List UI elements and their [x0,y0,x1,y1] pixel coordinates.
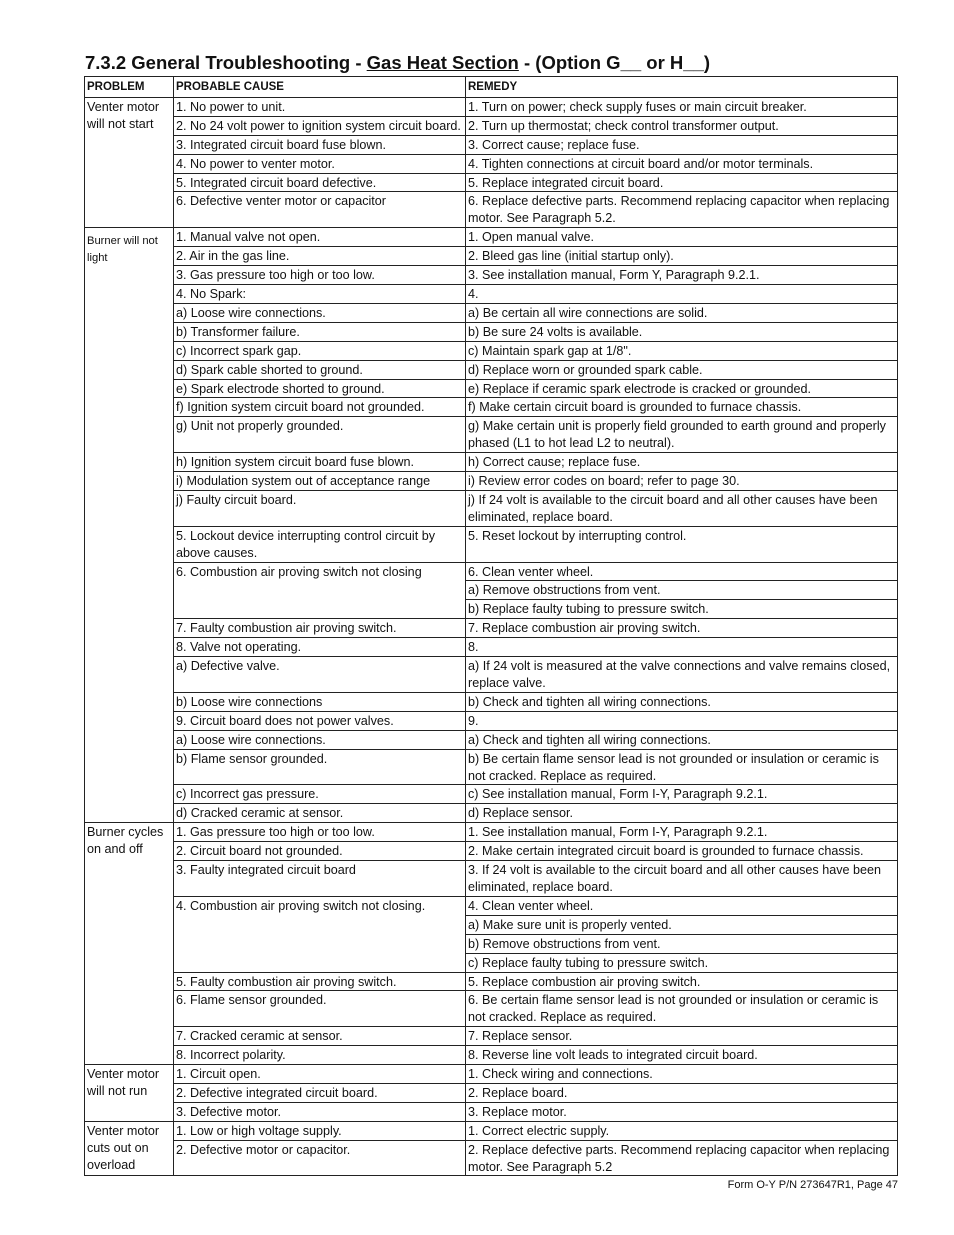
problem-cell: Burner will not light [85,228,174,823]
table-row [85,154,898,173]
header-probable-cause: PROBABLE CAUSE [174,77,466,98]
remedy-cell: 1. Open manual valve. [466,228,898,247]
table-row [85,247,898,266]
table-row [85,657,898,693]
table-row [85,97,898,116]
table-row [85,562,898,581]
title-underlined: Gas Heat Section [366,52,519,73]
cause-cell: 6. Combustion air proving switch not closing [174,562,466,619]
cause-cell: 8. Valve not operating. [174,638,466,657]
title-suffix: - (Option G__ or H__) [518,52,711,73]
cause-cell: 3. Faulty integrated circuit board [174,861,466,897]
cause-cell: b) Flame sensor grounded. [174,749,466,785]
cause-cell: 1. Gas pressure too high or too low. [174,823,466,842]
table-row [85,1065,898,1084]
cause-cell: 3. Integrated circuit board fuse blown. [174,135,466,154]
remedy-cell: b) Be certain flame sensor lead is not grounded or insulation or ceramic is not cracked. Replace as required. [466,749,898,785]
cause-cell: 2. No 24 volt power to ignition system circuit board. [174,116,466,135]
cause-cell: 3. Gas pressure too high or too low. [174,266,466,285]
remedy-cell: a) Remove obstructions from vent. [466,581,898,600]
cause-cell: f) Ignition system circuit board not grounded. [174,398,466,417]
cause-cell: a) Loose wire connections. [174,730,466,749]
table-row [85,266,898,285]
table-row [85,173,898,192]
remedy-cell: 4. Clean venter wheel. [466,896,898,915]
cause-cell: 5. Lockout device interrupting control circuit by above causes. [174,526,466,562]
table-row [85,1140,898,1176]
table-row [85,991,898,1027]
table-row [85,341,898,360]
table-row [85,303,898,322]
remedy-cell: 2. Bleed gas line (initial startup only). [466,247,898,266]
remedy-cell: 9. [466,711,898,730]
table-row [85,417,898,453]
remedy-cell: 8. Reverse line volt leads to integrated circuit board. [466,1046,898,1065]
table-row [85,730,898,749]
cause-cell: b) Transformer failure. [174,322,466,341]
remedy-cell: b) Replace faulty tubing to pressure switch. [466,600,898,619]
cause-cell: 4. No Spark: [174,284,466,303]
table-row [85,453,898,472]
section-title [85,52,710,74]
cause-cell: 8. Incorrect polarity. [174,1046,466,1065]
cause-cell: 1. Manual valve not open. [174,228,466,247]
remedy-cell: d) Replace sensor. [466,804,898,823]
remedy-cell: g) Make certain unit is properly field grounded to earth ground and properly phased (L1 to hot lead L2 to neutral). [466,417,898,453]
table-row [85,896,898,915]
remedy-cell: b) Be sure 24 volts is available. [466,322,898,341]
page-footer: Form O-Y P/N 273647R1, Page 47 [727,1179,898,1191]
header-problem: PROBLEM [85,77,174,98]
cause-cell: 1. No power to unit. [174,97,466,116]
troubleshooting-table [84,76,898,1176]
remedy-cell: 1. Turn on power; check supply fuses or main circuit breaker. [466,97,898,116]
table-row [85,526,898,562]
table-row [85,1083,898,1102]
remedy-cell: 2. Replace board. [466,1083,898,1102]
table-row [85,619,898,638]
table-row [85,322,898,341]
remedy-cell: 1. Correct electric supply. [466,1121,898,1140]
remedy-cell: d) Replace worn or grounded spark cable. [466,360,898,379]
remedy-cell: 4. Tighten connections at circuit board and/or motor terminals. [466,154,898,173]
table-row [85,861,898,897]
table-row [85,228,898,247]
remedy-cell: 7. Replace sensor. [466,1027,898,1046]
table-row [85,472,898,491]
remedy-cell: 8. [466,638,898,657]
table-row [85,1121,898,1140]
table-row [85,711,898,730]
table-row [85,823,898,842]
cause-cell: 2. Defective integrated circuit board. [174,1083,466,1102]
table-row [85,490,898,526]
cause-cell: i) Modulation system out of acceptance range [174,472,466,491]
table-row [85,785,898,804]
remedy-cell: 3. Correct cause; replace fuse. [466,135,898,154]
cause-cell: 4. Combustion air proving switch not closing. [174,896,466,972]
remedy-cell: c) Replace faulty tubing to pressure switch. [466,953,898,972]
cause-cell: 2. Air in the gas line. [174,247,466,266]
table-row [85,135,898,154]
table-row [85,1046,898,1065]
remedy-cell: 4. [466,284,898,303]
cause-cell: 7. Cracked ceramic at sensor. [174,1027,466,1046]
cause-cell: 7. Faulty combustion air proving switch. [174,619,466,638]
remedy-cell: a) Check and tighten all wiring connections. [466,730,898,749]
table-row [85,284,898,303]
table-row [85,692,898,711]
table-row [85,398,898,417]
remedy-cell: i) Review error codes on board; refer to page 30. [466,472,898,491]
header-remedy: REMEDY [466,77,898,98]
table-row [85,638,898,657]
table-row [85,1102,898,1121]
remedy-cell: 6. Replace defective parts. Recommend replacing capacitor when replacing motor. See Paragraph 5.2. [466,192,898,228]
cause-cell: h) Ignition system circuit board fuse blown. [174,453,466,472]
cause-cell: 1. Circuit open. [174,1065,466,1084]
remedy-cell: c) Maintain spark gap at 1/8". [466,341,898,360]
remedy-cell: 6. Clean venter wheel. [466,562,898,581]
table-row [85,1027,898,1046]
cause-cell: 5. Integrated circuit board defective. [174,173,466,192]
remedy-cell: 1. See installation manual, Form I-Y, Paragraph 9.2.1. [466,823,898,842]
remedy-cell: h) Correct cause; replace fuse. [466,453,898,472]
cause-cell: a) Loose wire connections. [174,303,466,322]
remedy-cell: c) See installation manual, Form I-Y, Paragraph 9.2.1. [466,785,898,804]
cause-cell: b) Loose wire connections [174,692,466,711]
cause-cell: d) Spark cable shorted to ground. [174,360,466,379]
title-prefix: 7.3.2 General Troubleshooting - [85,52,367,73]
cause-cell: 6. Flame sensor grounded. [174,991,466,1027]
remedy-cell: a) Make sure unit is properly vented. [466,915,898,934]
remedy-cell: 2. Turn up thermostat; check control transformer output. [466,116,898,135]
cause-cell: j) Faulty circuit board. [174,490,466,526]
remedy-cell: b) Check and tighten all wiring connections. [466,692,898,711]
table-row [85,116,898,135]
cause-cell: 6. Defective venter motor or capacitor [174,192,466,228]
remedy-cell: 5. Replace combustion air proving switch. [466,972,898,991]
remedy-cell: 6. Be certain flame sensor lead is not grounded or insulation or ceramic is not cracked. Replace as required. [466,991,898,1027]
cause-cell: 2. Circuit board not grounded. [174,842,466,861]
remedy-cell: 3. See installation manual, Form Y, Paragraph 9.2.1. [466,266,898,285]
remedy-cell: 2. Replace defective parts. Recommend replacing capacitor when replacing motor. See Paragraph 5.2 [466,1140,898,1176]
remedy-cell: e) Replace if ceramic spark electrode is cracked or grounded. [466,379,898,398]
remedy-cell: 5. Reset lockout by interrupting control. [466,526,898,562]
cause-cell: 9. Circuit board does not power valves. [174,711,466,730]
table-row [85,972,898,991]
remedy-cell: a) If 24 volt is measured at the valve connections and valve remains closed, replace valve. [466,657,898,693]
remedy-cell: a) Be certain all wire connections are solid. [466,303,898,322]
cause-cell: 4. No power to venter motor. [174,154,466,173]
cause-cell: a) Defective valve. [174,657,466,693]
cause-cell: c) Incorrect spark gap. [174,341,466,360]
table-row [85,804,898,823]
remedy-cell: 3. If 24 volt is available to the circuit board and all other causes have been eliminated, replace board. [466,861,898,897]
remedy-cell: 5. Replace integrated circuit board. [466,173,898,192]
problem-cell: Venter motor cuts out on overload [85,1121,174,1176]
cause-cell: d) Cracked ceramic at sensor. [174,804,466,823]
cause-cell: 2. Defective motor or capacitor. [174,1140,466,1176]
remedy-cell: 3. Replace motor. [466,1102,898,1121]
table-header-row [85,77,898,98]
cause-cell: 3. Defective motor. [174,1102,466,1121]
problem-cell: Venter motor will not start [85,97,174,227]
cause-cell: 1. Low or high voltage supply. [174,1121,466,1140]
problem-cell: Burner cycles on and off [85,823,174,1065]
table-row [85,360,898,379]
cause-cell: 5. Faulty combustion air proving switch. [174,972,466,991]
remedy-cell: j) If 24 volt is available to the circuit board and all other causes have been eliminated, replace board. [466,490,898,526]
cause-cell: g) Unit not properly grounded. [174,417,466,453]
remedy-cell: 7. Replace combustion air proving switch. [466,619,898,638]
table-row [85,749,898,785]
problem-cell: Venter motor will not run [85,1065,174,1122]
cause-cell: e) Spark electrode shorted to ground. [174,379,466,398]
table-row [85,192,898,228]
cause-cell: c) Incorrect gas pressure. [174,785,466,804]
table-row [85,379,898,398]
remedy-cell: 1. Check wiring and connections. [466,1065,898,1084]
remedy-cell: f) Make certain circuit board is grounded to furnace chassis. [466,398,898,417]
table-row [85,842,898,861]
remedy-cell: 2. Make certain integrated circuit board is grounded to furnace chassis. [466,842,898,861]
table-body [85,97,898,1176]
remedy-cell: b) Remove obstructions from vent. [466,934,898,953]
